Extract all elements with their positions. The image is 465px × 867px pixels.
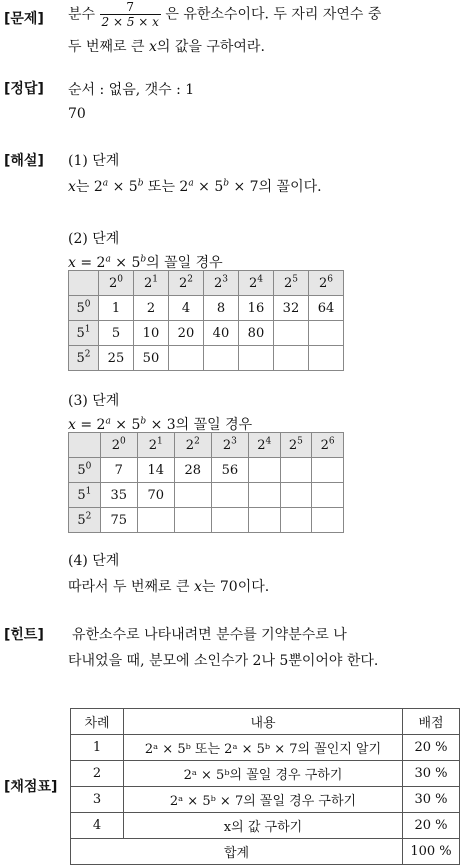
col-exp: 6 [327,274,333,285]
row-exp: 2 [85,511,92,522]
s3d: × 3의 꼴일 경우 [146,417,253,433]
rubric-score: 30 % [403,761,460,787]
rubric-score: 30 % [403,787,460,813]
row-exp: 0 [84,299,91,310]
grid-cell: 7 [100,458,137,483]
grid-cell [280,483,312,508]
grid-cell [248,508,280,533]
grid-row-header [69,321,99,346]
rubric-score: 20 % [403,735,460,761]
grid-cell: 14 [137,458,174,483]
s1c: × 5 [108,179,138,195]
row-base: 5 [76,325,85,341]
grid-row [69,296,344,321]
grid-cell: 75 [100,508,137,533]
grid-cell [280,458,312,483]
grid-cell [312,483,344,508]
col-exp: 0 [117,274,123,285]
s1e: × 5 [193,179,224,195]
grid-cell [211,483,248,508]
grid-col-header [312,433,344,458]
rubric-row [71,761,460,787]
grid-cell [174,483,211,508]
grid-col-header [308,271,343,296]
grid-col-header [238,271,273,296]
grid-row [69,321,344,346]
row-exp: 1 [84,324,91,335]
grid-row [69,483,344,508]
grid-cell [168,346,203,371]
step1-title: (1) 단계 [68,153,120,169]
s1sb: b [137,178,144,189]
rubric-row [71,787,460,813]
grid-row [69,346,344,371]
step3-title: (3) 단계 [68,393,120,409]
s1a: x [68,179,76,195]
grid-corner [69,271,99,296]
rubric-table [70,708,460,865]
grid-cell [312,508,344,533]
grid-cell: 25 [98,346,133,371]
grid-col-header [98,271,133,296]
s1sc: a [188,178,194,189]
s2sb: b [140,254,147,265]
col-base: 2 [111,437,120,453]
grid-cell: 56 [211,458,248,483]
rubric-no: 3 [71,787,124,813]
grid-cell: 35 [100,483,137,508]
grid-cell: 32 [273,296,308,321]
col-base: 2 [178,275,188,291]
grid-row-header [69,346,99,371]
rubric-content: 2ᵃ × 5ᵇ의 꼴일 경우 구하기 [124,761,403,787]
grid-col-header [137,433,174,458]
row-exp: 0 [85,461,92,472]
step4-text [68,576,269,596]
problem-var: x [148,39,157,55]
rubric-label: [채점표] [4,779,58,795]
rubric-header-no: 차례 [71,709,124,735]
row-base: 5 [77,512,86,528]
grid-col-header [273,271,308,296]
s3c: × 5 [110,417,141,433]
grid-col-header [133,271,168,296]
grid-cell: 16 [238,296,273,321]
problem-line2a: 두 번째로 큰 [68,39,145,55]
grid-cell: 50 [133,346,168,371]
col-base: 2 [143,275,153,291]
rubric-total-score: 100 % [403,839,460,865]
grid-col-header [203,271,238,296]
col-exp: 2 [194,436,200,447]
step2-formula [68,252,223,272]
grid-cell [308,346,343,371]
grid-cell [174,508,211,533]
grid-cell: 5 [98,321,133,346]
grid-cell: 2 [133,296,168,321]
grid-row-header [69,508,101,533]
rubric-row [71,813,460,839]
col-exp: 0 [119,436,126,447]
rubric-no: 1 [71,735,124,761]
grid-cell [248,458,280,483]
s3a: x [68,417,76,433]
col-base: 2 [318,275,328,291]
col-base: 2 [288,437,298,453]
problem-line-2 [68,36,265,56]
grid-col-header [168,271,203,296]
row-base: 5 [77,462,86,478]
fraction-denominator: 2 × 5 × x [101,15,159,29]
s2b: = 2 [75,255,106,271]
col-exp: 3 [231,436,237,447]
grid-row-header [69,483,101,508]
grid-header-row [69,271,344,296]
s2c: × 5 [110,255,141,271]
rubric-header-score: 배점 [403,709,460,735]
rubric-header-row [71,709,460,735]
s4b: 는 70이다. [201,579,270,595]
grid-cell: 10 [133,321,168,346]
grid-col-header [174,433,211,458]
grid-cell [137,508,174,533]
col-base: 2 [222,437,232,453]
col-exp: 1 [152,274,158,285]
step3-table [68,432,344,533]
step4-title: (4) 단계 [68,553,120,569]
solution-label: [해설] [4,153,44,169]
row-base: 5 [76,350,85,366]
problem-line2b: 의 값을 구하여라. [156,39,265,55]
rubric-row [71,735,460,761]
hint-line-1: 유한소수로 나타내려면 분수를 기약분수로 나 [72,627,347,643]
grid-col-header [280,433,312,458]
s1sa: a [102,178,109,189]
hint-label: [힌트] [4,627,44,643]
fraction-numerator: 7 [100,0,161,15]
answer-line-1: 순서 : 없음, 갯수 : 1 [68,82,195,98]
rubric-content: 2ᵃ × 5ᵇ × 7의 꼴일 경우 구하기 [124,787,403,813]
col-base: 2 [257,437,266,453]
col-exp: 5 [292,274,298,285]
col-exp: 5 [297,436,303,447]
col-exp: 3 [222,274,228,285]
row-base: 5 [77,487,86,503]
grid-cell [273,321,308,346]
problem-post: 은 유한소수이다. 두 자리 자연수 중 [165,6,382,23]
answer-line-2: 70 [68,106,86,122]
grid-cell: 80 [238,321,273,346]
col-base: 2 [283,275,293,291]
grid-cell [203,346,238,371]
problem-fraction [100,0,161,29]
grid-cell [273,346,308,371]
problem-label: [문제] [4,11,44,27]
s4a: 따라서 두 번째로 큰 [68,579,190,595]
col-base: 2 [148,437,158,453]
problem-pre: 분수 [68,6,96,23]
grid-cell: 4 [168,296,203,321]
grid-cell: 70 [137,483,174,508]
rubric-total-row [71,839,460,865]
row-base: 5 [76,300,85,316]
grid-cell: 20 [168,321,203,346]
grid-cell: 28 [174,458,211,483]
s1f: × 7의 꼴이다. [229,179,322,195]
grid-row-header [69,458,101,483]
grid-corner [69,433,101,458]
hint-line-2: 타내었을 때, 분모에 소인수가 2나 5뿐이어야 한다. [68,653,379,669]
grid-cell: 64 [308,296,343,321]
step2-table [68,270,344,371]
step1-text [68,176,322,196]
grid-row [69,508,344,533]
grid-col-header [248,433,280,458]
rubric-no: 4 [71,813,124,839]
col-base: 2 [108,275,118,291]
answer-label: [정답] [4,81,44,97]
step2-title: (2) 단계 [68,231,120,247]
grid-row-header [69,296,99,321]
col-exp: 6 [328,436,335,447]
grid-cell: 1 [98,296,133,321]
rubric-score: 20 % [403,813,460,839]
col-exp: 4 [257,274,263,285]
s2d: 의 꼴일 경우 [146,255,223,271]
row-exp: 1 [85,486,92,497]
grid-cell [312,458,344,483]
rubric-total-label: 합계 [71,839,403,865]
grid-cell [238,346,273,371]
s3sb: b [140,416,147,427]
grid-cell [280,508,312,533]
grid-col-header [211,433,248,458]
grid-cell [248,483,280,508]
s1d: 또는 2 [143,179,189,195]
grid-cell [308,321,343,346]
s3sa: a [105,416,111,427]
rubric-content: 2ᵃ × 5ᵇ 또는 2ᵃ × 5ᵇ × 7의 꼴인지 알기 [124,735,403,761]
rubric-content: x의 값 구하기 [124,813,403,839]
problem-line-1 [68,0,381,29]
s3b: = 2 [75,417,106,433]
rubric-header-content: 내용 [124,709,403,735]
s1sd: b [223,178,230,189]
grid-row [69,458,344,483]
s1b: 는 2 [75,179,103,195]
col-base: 2 [320,437,329,453]
grid-header-row [69,433,344,458]
step3-formula [68,414,252,434]
row-exp: 2 [84,349,91,360]
col-base: 2 [185,437,195,453]
grid-cell [211,508,248,533]
grid-cell: 8 [203,296,238,321]
grid-cell: 40 [203,321,238,346]
col-exp: 1 [157,436,163,447]
col-base: 2 [213,275,223,291]
col-base: 2 [248,275,258,291]
col-exp: 4 [265,436,272,447]
rubric-no: 2 [71,761,124,787]
s4var: x [194,579,202,595]
grid-col-header [100,433,137,458]
col-exp: 2 [187,274,193,285]
s2a: x [68,255,76,271]
s2sa: a [105,254,111,265]
